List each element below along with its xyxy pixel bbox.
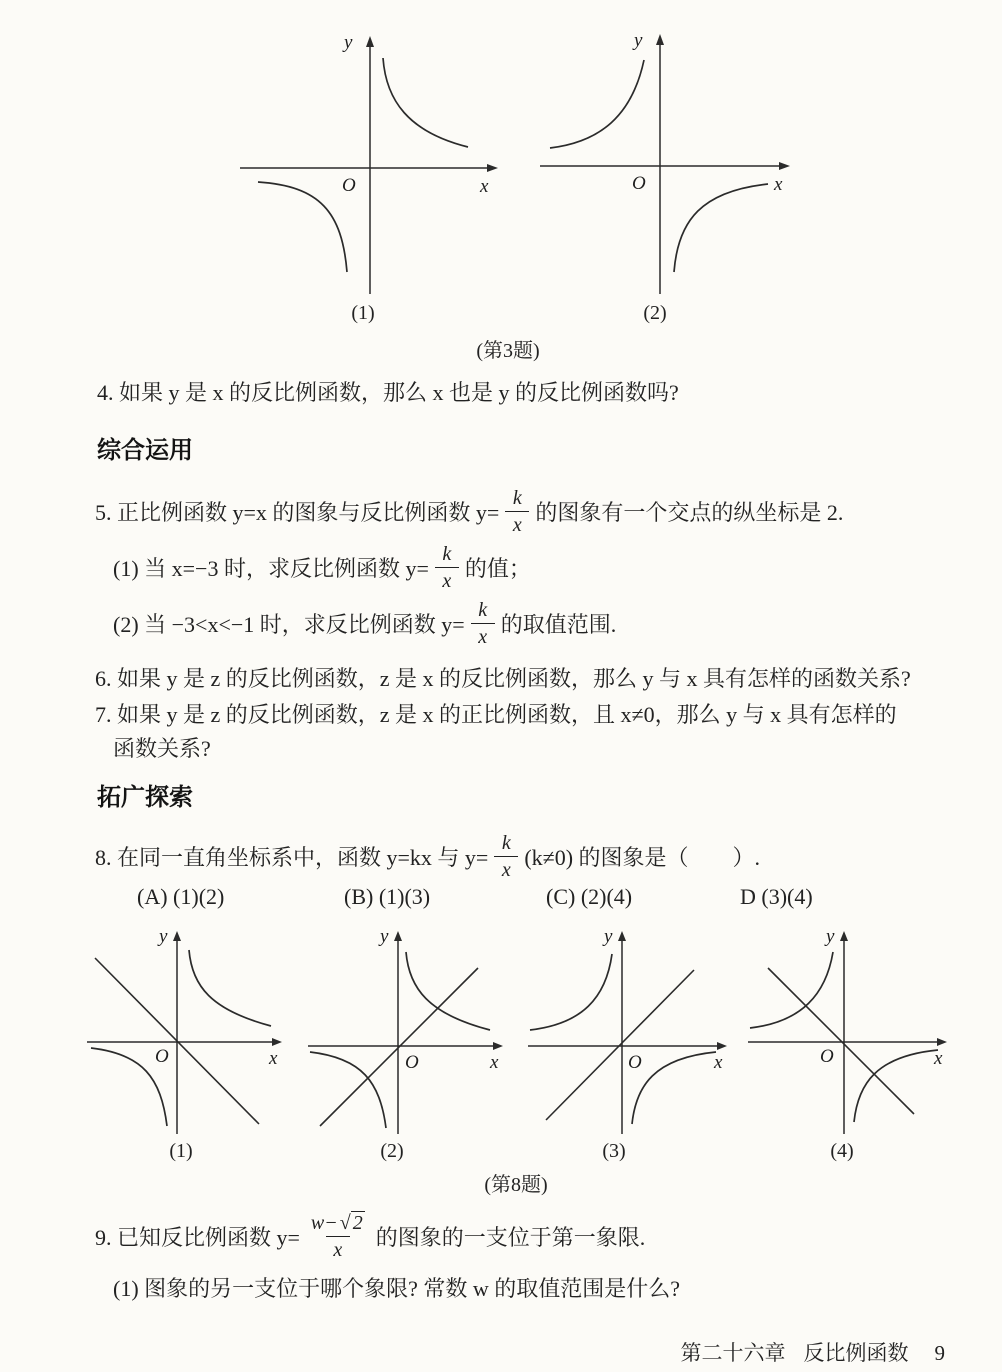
x-axis-label: x [714, 1052, 723, 1073]
figure-q3-graph-1-label: (1) [351, 302, 375, 324]
fraction-w-minus-sqrt2-over-x [306, 1211, 370, 1261]
figure-q8-caption: (第8题) [484, 1174, 548, 1196]
y-axis-arrow [173, 931, 181, 941]
fraction-denominator: x [435, 567, 459, 592]
question-8 [95, 828, 760, 884]
y-axis-arrow [840, 931, 848, 941]
question-9-sub-1: (1) 图象的另一支位于哪个象限? 常数 w 的取值范围是什么? [113, 1276, 681, 1301]
y-axis-label: y [380, 928, 389, 947]
footer-chapter: 第二十六章 [680, 1341, 786, 1365]
figure-q8-graph-1 [85, 928, 285, 1140]
page-footer [0, 1337, 945, 1367]
numerator-prefix: w− [310, 1212, 338, 1234]
question-8-text-post: (k≠0) 的图象是（ ）. [524, 844, 761, 870]
fraction-denominator: x [494, 856, 518, 881]
y-axis-arrow [618, 931, 626, 941]
fraction-numerator: k [501, 831, 511, 854]
x-axis-arrow [272, 1038, 282, 1046]
question-5 [95, 482, 843, 540]
hyperbola-branch-q4 [674, 184, 768, 272]
section-explore-title: 拓广探索 [97, 784, 193, 811]
fraction-denominator: x [326, 1236, 350, 1261]
figure-q8-graph-3-label: (3) [602, 1140, 626, 1162]
footer-chapter-title: 反比例函数 [803, 1341, 909, 1365]
y-axis-label: y [604, 928, 613, 947]
origin-label: O [405, 1052, 419, 1073]
hyperbola-branch-q2 [750, 952, 833, 1028]
y-axis-label: y [634, 30, 643, 51]
fraction-k-over-x [494, 832, 518, 881]
question-5-sub-2-text-post: 的取值范围. [500, 611, 617, 637]
figure-q8-graph-2-label: (2) [380, 1140, 404, 1162]
figure-q3-graph-1 [232, 28, 508, 320]
figure-q8-graph-3 [526, 928, 730, 1140]
x-axis-label: x [269, 1048, 278, 1069]
question-5-sub-2 [113, 596, 616, 650]
x-axis-arrow [779, 162, 790, 170]
hyperbola-branch-q1 [406, 952, 490, 1030]
fraction-numerator: k [442, 542, 452, 565]
question-5-sub-2-text-pre: (2) 当 −3<x<−1 时，求反比例函数 y= [113, 611, 465, 637]
hyperbola-branch-q4 [854, 1050, 938, 1122]
question-9-text-post: 的图象的一支位于第一象限. [375, 1224, 646, 1250]
y-axis-label: y [826, 928, 835, 947]
origin-label: O [628, 1052, 642, 1073]
hyperbola-branch-q3 [310, 1052, 386, 1128]
hyperbola-branch-q2 [550, 60, 644, 148]
figure-q8-graph-2 [306, 928, 506, 1140]
x-axis-arrow [493, 1042, 503, 1050]
figure-q8-graph-4 [746, 928, 950, 1140]
footer-page-number: 9 [934, 1341, 945, 1365]
hyperbola-branch-q4 [632, 1052, 716, 1124]
figure-q8-graph-4-label: (4) [830, 1140, 854, 1162]
question-8-text-pre: 8. 在同一直角坐标系中，函数 y=kx 与 y= [95, 844, 489, 870]
hyperbola-branch-q1 [189, 950, 271, 1026]
y-axis-arrow [366, 36, 374, 47]
option-c: (C) (2)(4) [546, 884, 633, 909]
x-axis-label: x [490, 1052, 499, 1073]
hyperbola-branch-q2 [530, 954, 612, 1030]
question-6: 6. 如果 y 是 z 的反比例函数，z 是 x 的反比例函数，那么 y 与 x 具有怎样的函数关系? [95, 666, 911, 691]
x-axis-arrow [937, 1038, 947, 1046]
hyperbola-branch-q1 [383, 58, 468, 147]
y-axis-label: y [159, 928, 168, 947]
fraction-k-over-x [505, 487, 529, 536]
question-7-line-2: 函数关系? [113, 736, 211, 761]
figure-q3-graph-2-label: (2) [643, 302, 667, 324]
y-axis-label: y [344, 32, 353, 53]
x-axis-label: x [774, 174, 783, 195]
fraction-denominator: x [505, 511, 529, 536]
line-negative-slope [768, 968, 914, 1114]
fraction-k-over-x [471, 599, 495, 648]
line-positive-slope [546, 970, 694, 1120]
question-5-sub-1-text-post: 的值； [464, 555, 531, 581]
question-9 [95, 1204, 645, 1268]
origin-label: O [342, 175, 356, 196]
figure-q8-graph-1-label: (1) [169, 1140, 193, 1162]
option-b: (B) (1)(3) [344, 884, 431, 909]
question-5-sub-1-text-pre: (1) 当 x=−3 时，求反比例函数 y= [113, 555, 429, 581]
x-axis-label: x [480, 176, 489, 197]
origin-label: O [632, 173, 646, 194]
figure-q3-caption: (第3题) [476, 340, 540, 362]
hyperbola-branch-q3 [258, 182, 347, 272]
question-5-text-pre: 5. 正比例函数 y=x 的图象与反比例函数 y= [95, 499, 500, 525]
fraction-denominator: x [471, 623, 495, 648]
y-axis-arrow [656, 34, 664, 45]
fraction-k-over-x [435, 543, 459, 592]
radicand: 2 [352, 1212, 363, 1234]
question-4: 4. 如果 y 是 x 的反比例函数，那么 x 也是 y 的反比例函数吗? [97, 380, 679, 405]
origin-label: O [820, 1046, 834, 1067]
y-axis-arrow [394, 931, 402, 941]
origin-label: O [155, 1046, 169, 1067]
x-axis-arrow [487, 164, 498, 172]
radical-sign: √ [339, 1212, 351, 1234]
option-d: D (3)(4) [740, 884, 813, 909]
option-a: (A) (1)(2) [137, 884, 225, 909]
question-5-text-post: 的图象有一个交点的纵坐标是 2. [535, 499, 844, 525]
section-comprehensive-title: 综合运用 [97, 437, 193, 464]
fraction-numerator: k [478, 598, 488, 621]
question-7-line-1: 7. 如果 y 是 z 的反比例函数，z 是 x 的正比例函数，且 x≠0，那么 y 与 x 具有怎样的 [95, 702, 897, 727]
line-positive-slope [320, 968, 478, 1126]
x-axis-arrow [717, 1042, 727, 1050]
x-axis-label: x [934, 1048, 943, 1069]
fraction-numerator [306, 1211, 370, 1236]
figure-q3-graph-2 [528, 28, 804, 320]
question-9-text-pre: 9. 已知反比例函数 y= [95, 1224, 300, 1250]
fraction-numerator: k [512, 486, 522, 509]
question-5-sub-1 [113, 540, 531, 594]
